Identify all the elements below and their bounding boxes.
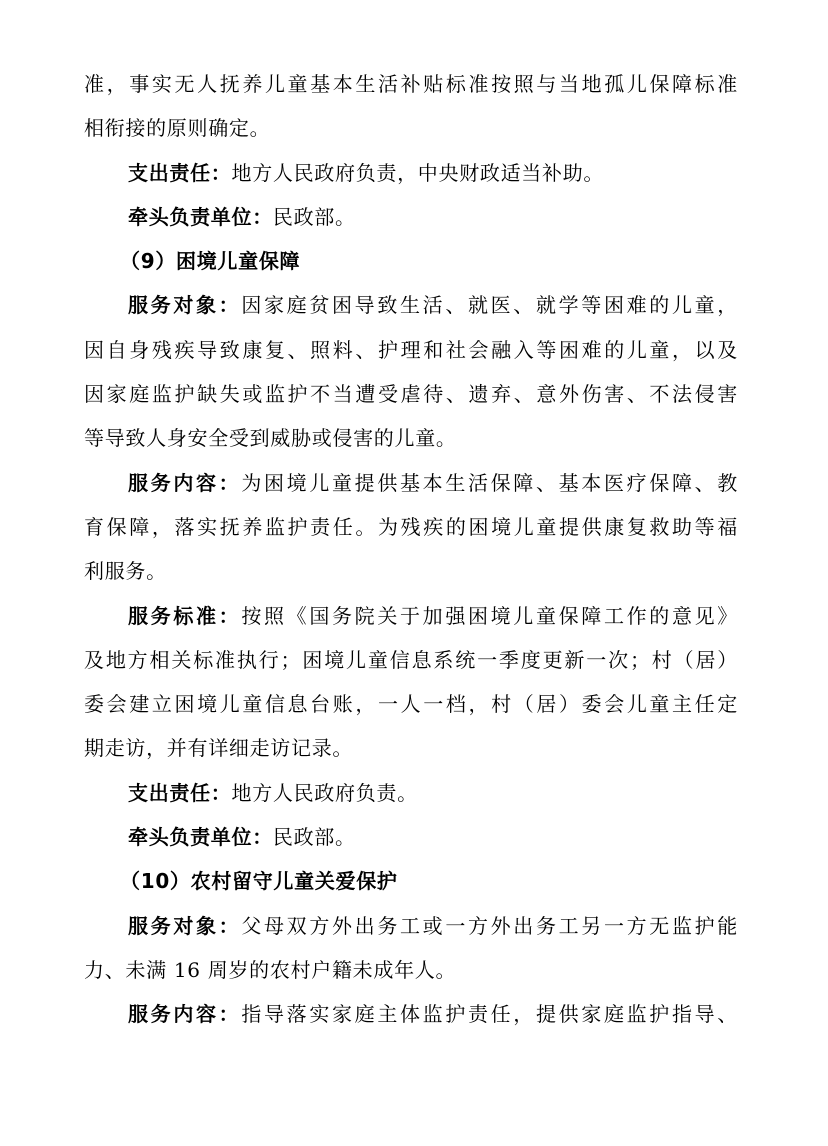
paragraph-line: 准，事实无人抚养儿童基本生活补贴标准按照与当地孤儿保障标准: [84, 72, 738, 96]
field-value: 地方人民政府负责，中央财政适当补助。: [231, 160, 605, 185]
paragraph-line: 因家庭监护缺失或监护不当遭受虐待、遗弃、意外伤害、不法侵害: [84, 382, 738, 407]
service-content-line: [84, 461, 738, 505]
field-label: 服务对象：: [128, 293, 242, 318]
service-standard-line: [84, 594, 738, 638]
field-label: 支出责任：: [128, 780, 232, 805]
field-value: 为困境儿童提供基本生活保障、基本医疗保障、教: [241, 470, 738, 495]
field-value: 地方人民政府负责。: [231, 780, 418, 805]
field-label: 牵头负责单位：: [128, 204, 273, 229]
lead-unit-line: [84, 815, 738, 859]
field-value: 父母双方外出务工或一方外出务工另一方无监护能: [241, 913, 738, 938]
field-value: 指导落实家庭主体监护责任，提供家庭监护指导、: [241, 1002, 738, 1027]
field-value: 按照《国务院关于加强困境儿童保障工作的意见》: [241, 603, 738, 628]
field-label: 服务内容：: [128, 1002, 242, 1027]
paragraph-line: 期走访，并有详细走访记录。: [84, 736, 354, 761]
field-value: 因家庭贫困导致生活、就医、就学等困难的儿童，: [241, 293, 738, 318]
field-label: 支出责任：: [128, 160, 232, 185]
field-label: 服务标准：: [128, 603, 242, 628]
service-content-line: [84, 992, 738, 1036]
field-label: 服务对象：: [128, 913, 242, 938]
paragraph-line: 力、未满 16 周岁的农村户籍未成年人。: [84, 957, 457, 982]
paragraph-line: 相衔接的原则确定。: [84, 116, 271, 141]
field-label: 牵头负责单位：: [128, 825, 273, 850]
paragraph-line: 委会建立困境儿童信息台账，一人一档，村（居）委会儿童主任定: [84, 692, 738, 717]
paragraph-line: 等导致人身安全受到威胁或侵害的儿童。: [84, 426, 457, 451]
expense-responsibility-line: [84, 771, 738, 815]
paragraph-line: 及地方相关标准执行；困境儿童信息系统一季度更新一次；村（居）: [84, 647, 738, 672]
section-heading: （10）农村留守儿童关爱保护: [120, 869, 398, 894]
service-target-line: [84, 283, 738, 327]
paragraph-line: 利服务。: [84, 559, 167, 584]
lead-unit-line: [84, 195, 738, 239]
paragraph-line: 因自身残疾导致康复、照料、护理和社会融入等困难的儿童，以及: [84, 337, 738, 362]
field-label: 服务内容：: [128, 470, 242, 495]
paragraph-line: 育保障，落实抚养监护责任。为残疾的困境儿童提供康复救助等福: [84, 514, 738, 539]
field-value: 民政部。: [272, 204, 356, 229]
section-heading: （9）困境儿童保障: [120, 249, 301, 274]
expense-responsibility-line: [84, 151, 738, 195]
service-target-line: [84, 904, 738, 948]
field-value: 民政部。: [272, 825, 356, 850]
